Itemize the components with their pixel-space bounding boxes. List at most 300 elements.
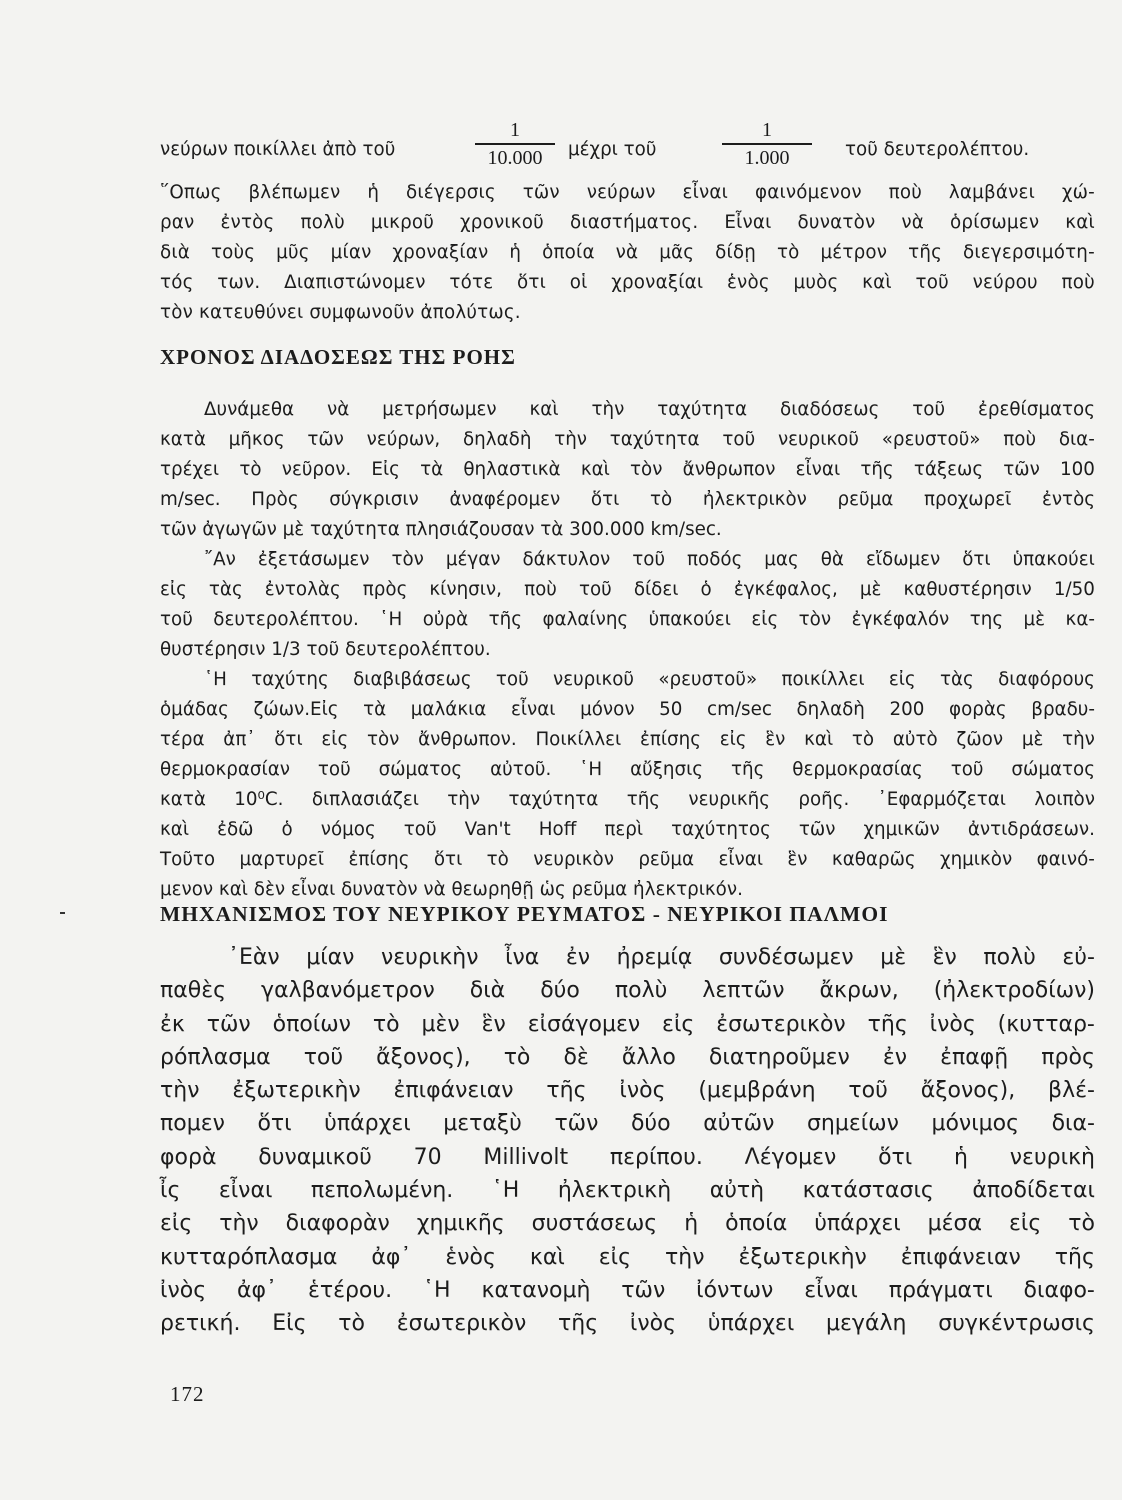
word: τὸ — [239, 459, 262, 480]
word: τὰς — [208, 579, 243, 600]
word: τῶν — [554, 1111, 599, 1137]
word: ὁποίων — [272, 1011, 351, 1037]
word: ὁ — [700, 579, 712, 600]
word: τοῦ — [495, 669, 529, 690]
word: ῾Η — [423, 1277, 451, 1303]
word: τοῦ — [303, 1044, 344, 1070]
fraction-text-middle: μέχρι τοῦ — [568, 139, 657, 160]
word: «ρευστοῦ» — [881, 429, 981, 450]
word: περίπου. — [609, 1144, 703, 1170]
word: ποὺ — [524, 579, 557, 600]
word: εἰς — [598, 1244, 632, 1270]
fraction-1-numerator: 1 — [510, 119, 520, 141]
word: πολὺ — [983, 945, 1036, 970]
text-line — [160, 208, 1095, 238]
text-line — [160, 1307, 1095, 1340]
text-line — [160, 1074, 1095, 1107]
word: ὑπάρχει — [707, 1311, 795, 1337]
word: τάξεως — [913, 459, 984, 480]
word: ῾Η — [379, 609, 403, 630]
fraction-line — [160, 117, 1095, 177]
word: φαλαίνης — [542, 609, 629, 630]
fraction-text-before: νεύρων ποικίλλει ἀπὸ τοῦ — [160, 139, 396, 160]
text-line — [160, 1041, 1095, 1074]
word: διαφόρους — [998, 669, 1095, 690]
word: διαδόσεως — [780, 399, 880, 420]
word: τὸ — [1068, 1211, 1095, 1237]
word: δυνατὸν — [797, 212, 876, 233]
word: εἴδωμεν — [865, 549, 941, 570]
word: 70 — [413, 1144, 442, 1170]
word: (κυτταρ- — [997, 1011, 1095, 1037]
word: εἶναι — [682, 182, 729, 203]
word: μόνον — [580, 699, 635, 720]
word: ἀπ᾿ — [223, 729, 256, 750]
word: εἶναι — [510, 699, 556, 720]
word: χημικῆς — [416, 1211, 505, 1237]
word: θερμοκρασίαν — [160, 759, 290, 780]
word: νευρικοῦ — [777, 429, 859, 450]
word: ἑνὸς — [726, 272, 770, 293]
word: καὶ — [1065, 212, 1095, 233]
text-line: θυστέρησιν 1/3 τοῦ δευτερολέπτου. — [160, 639, 491, 660]
word: μυὸς — [793, 272, 839, 293]
word: ἠρεμίᾳ — [616, 945, 693, 970]
word: ἐγκέφαλόν — [851, 609, 950, 630]
text-line — [160, 178, 1095, 208]
word: ὑπακούει — [1012, 549, 1095, 570]
word: ὁρίσωμεν — [950, 212, 1040, 233]
word: οἱ — [569, 272, 588, 293]
word: διὰ — [160, 242, 191, 263]
word: εἰς — [662, 1011, 695, 1037]
word: ὅτι — [878, 1144, 913, 1170]
word: Εἰς — [371, 459, 400, 480]
word: τὴν — [219, 1211, 259, 1237]
word: 200 — [889, 699, 925, 720]
word: ποὺ — [888, 182, 922, 203]
word: μῆκος — [228, 429, 285, 450]
word: ἰνὸς — [160, 1277, 207, 1303]
word: ποὺ — [1061, 272, 1095, 293]
text-line — [160, 425, 1095, 455]
word: νευρικὴν — [381, 945, 479, 970]
word: (μεμβράνη — [698, 1078, 816, 1104]
word: ἐπίσης — [639, 729, 701, 750]
word: καθαρῶς — [831, 849, 916, 870]
word: δια- — [1051, 1111, 1095, 1137]
word: ταχύτητα — [609, 429, 700, 450]
word: τοῦ — [578, 579, 612, 600]
word: μὲ — [1021, 729, 1044, 750]
word: ἀναφέρομεν — [449, 489, 561, 510]
word: εἰς — [321, 729, 349, 750]
text-line — [160, 665, 1095, 695]
word: χημικῶν — [863, 819, 940, 840]
word: νεύρων — [586, 182, 656, 203]
word: ἐντὸς — [220, 212, 275, 233]
word: δίδῃ — [715, 242, 757, 263]
word: τὰς — [939, 669, 974, 690]
word: ἰόντων — [696, 1277, 774, 1303]
word: θηλαστικὰ — [463, 459, 561, 480]
text-line — [160, 1207, 1095, 1240]
word: ἶνα — [505, 945, 540, 970]
word: θὰ — [820, 549, 844, 570]
word: εἰς — [160, 579, 187, 600]
word: ἑνὸς — [445, 1244, 496, 1270]
word: ἠλεκτρικὴ — [557, 1178, 672, 1204]
word: ἐσωτερικὸν — [396, 1311, 527, 1337]
text-line — [160, 545, 1095, 575]
word: μικροῦ — [370, 212, 435, 233]
word: κίνησιν, — [429, 579, 502, 600]
word: τοῦ — [722, 429, 756, 450]
word: ποδός — [687, 549, 743, 570]
word: διαφορὰν — [285, 1211, 390, 1237]
word: ἓν — [765, 729, 786, 750]
word: δύο — [630, 1111, 671, 1137]
word: τοὺς — [210, 242, 256, 263]
word: προχωρεῖ — [923, 489, 1012, 510]
fraction-2-numerator: 1 — [762, 119, 772, 141]
text-line — [160, 755, 1095, 785]
word: ἡ — [509, 242, 522, 263]
word: τῆς — [546, 1078, 587, 1104]
word: Hoff — [538, 819, 577, 840]
word: νὰ — [901, 212, 925, 233]
word: ἐπιφάνειαν — [900, 1244, 1021, 1270]
word: τὴν — [1062, 729, 1095, 750]
word: χροναξίαν — [392, 242, 489, 263]
word: ὑπακούει — [648, 609, 731, 630]
word: τρέχει — [160, 459, 220, 480]
word: ὅτι — [962, 549, 991, 570]
word: τῆς — [488, 609, 522, 630]
word: νευρικὸν — [533, 849, 614, 870]
intro-paragraph — [160, 178, 1095, 328]
word: ἐξωτερικὴν — [738, 1244, 867, 1270]
word: δια- — [1058, 429, 1095, 450]
word: καὶ — [529, 1244, 565, 1270]
word: μεγάλη — [826, 1311, 907, 1337]
word: ἐντὸς — [1041, 489, 1095, 510]
word: 100 — [1059, 459, 1095, 480]
word: ῎Αν — [204, 549, 236, 570]
word: ἰνὸς — [619, 1078, 666, 1104]
word: εἰς — [888, 669, 916, 690]
word: τοῦ — [160, 609, 193, 630]
word: ρεῦμα — [638, 849, 695, 870]
text-line — [160, 1241, 1095, 1274]
word: ἐπαφῇ — [940, 1044, 1009, 1070]
word: ρόπλασμα — [160, 1044, 271, 1070]
word: ὁμάδας — [160, 699, 229, 720]
word: τοῦ — [912, 399, 946, 420]
word: ἄκρων, — [819, 978, 899, 1004]
word: ὁποία — [542, 242, 595, 263]
word: δυναμικοῦ — [258, 1144, 372, 1170]
word: δὲ — [563, 1044, 589, 1070]
word: ρεῦμα — [837, 489, 894, 510]
word: κατὰ — [160, 429, 206, 450]
word: κατανομὴ — [481, 1277, 591, 1303]
word: τῶν — [206, 1011, 251, 1037]
word: μίαν — [306, 945, 355, 970]
word: ἐξετάσωμεν — [257, 549, 370, 570]
word: ἐν — [882, 1044, 908, 1070]
word: καὶ — [804, 729, 834, 750]
word: λοιπὸν — [1034, 789, 1095, 810]
word: σώματος — [378, 759, 463, 780]
word: τὸ — [851, 729, 875, 750]
word: Δυνάμεθα — [204, 399, 295, 420]
word: ζῶον — [956, 729, 1004, 750]
word: εἰσάγομεν — [527, 1011, 641, 1037]
word: ἡ — [954, 1144, 968, 1170]
word: ἓν — [787, 849, 808, 870]
word: διέγερσις — [405, 182, 496, 203]
word: διεγερσιμότη- — [962, 242, 1095, 263]
word: ῾Η — [579, 759, 603, 780]
word: ὅτι — [257, 1111, 292, 1137]
word: φαινόμενον — [754, 182, 862, 203]
word: χώ- — [1061, 182, 1095, 203]
word: εἰς — [751, 609, 779, 630]
word: τὰ — [363, 699, 387, 720]
text-line — [160, 605, 1095, 635]
word: μὲν — [421, 1011, 460, 1037]
word: ἶς — [160, 1178, 181, 1204]
word: καὶ — [862, 272, 892, 293]
word: διαβιβάσεως — [353, 669, 472, 690]
word: ἀφ᾿ — [237, 1277, 278, 1303]
word: κατάστασις — [802, 1178, 934, 1204]
word: μαλάκια — [410, 699, 487, 720]
word: μίαν — [330, 242, 372, 263]
word: συστάσεως — [531, 1211, 658, 1237]
word: τέρα — [160, 729, 205, 750]
text-line — [160, 1141, 1095, 1174]
word: ἄνθρωπον. — [418, 729, 517, 750]
text-line — [160, 268, 1095, 298]
word: Ποικίλλει — [535, 729, 622, 750]
word: μεταξὺ — [443, 1111, 522, 1137]
word: τῆς — [558, 1311, 599, 1337]
word: Πρὸς — [251, 489, 299, 510]
word: ὑπάρχει — [814, 1211, 901, 1237]
word: ἐν — [565, 945, 591, 970]
section-2-body — [160, 941, 1095, 1341]
word: χημικὸν — [940, 849, 1013, 870]
word: Εἶναι — [724, 212, 772, 233]
word: πολὺ — [614, 978, 668, 1004]
word: ρετική. — [160, 1311, 241, 1337]
word: τὴν — [554, 429, 587, 450]
word: γαλβανόμετρον — [261, 978, 435, 1004]
word: πολὺ — [300, 212, 345, 233]
word: μὲ — [880, 945, 907, 970]
text-line — [160, 395, 1095, 425]
word: ἑτέρου. — [307, 1277, 393, 1303]
margin-mark — [60, 912, 65, 914]
word: κα- — [1065, 609, 1095, 630]
word: νεύρου — [972, 272, 1038, 293]
word: τὸν — [630, 459, 663, 480]
word: ὑπάρχει — [324, 1111, 411, 1137]
word: μόνιμος — [931, 1111, 1020, 1137]
word: εὐ- — [1062, 945, 1095, 970]
word: ροῆς. — [798, 789, 850, 810]
word: τός — [160, 272, 194, 293]
text-line — [160, 1107, 1095, 1140]
word: ἠλεκτρικὸν — [702, 489, 807, 510]
word: δύο — [540, 978, 580, 1004]
word: καθυστέρησιν — [903, 579, 1032, 600]
word: βραδυ- — [1031, 699, 1095, 720]
word: σύγκρισιν — [329, 489, 419, 510]
word: ὅτι — [274, 729, 303, 750]
word: τὴν — [665, 1244, 705, 1270]
word: ἐντολὰς — [264, 579, 341, 600]
word: τὸ — [372, 1011, 400, 1037]
word: πράγματι — [888, 1277, 993, 1303]
text-line — [160, 815, 1095, 845]
word: μέσα — [927, 1211, 983, 1237]
word: ἐσωτερικὸν — [716, 1011, 846, 1037]
fraction-2-denominator: 1.000 — [744, 147, 790, 169]
text-line — [160, 845, 1095, 875]
word: τοῦ — [403, 819, 437, 840]
word: m/sec. — [160, 489, 221, 510]
word: τῶν — [621, 1277, 666, 1303]
word: τὸ — [649, 489, 673, 510]
word: σημείων — [806, 1111, 899, 1137]
word: ῞Οπως — [160, 182, 222, 203]
fraction-text-after: τοῦ δευτερολέπτου. — [845, 139, 1030, 160]
word: τὴν — [160, 1078, 200, 1104]
word: συνδέσωμεν — [718, 945, 854, 970]
word: τὴν — [447, 789, 481, 810]
word: βλέπωμεν — [248, 182, 341, 203]
word: μῦς — [276, 242, 310, 263]
word: τὰ — [420, 459, 444, 480]
word: τὸν — [391, 549, 424, 570]
word: διὰ — [469, 978, 506, 1004]
fraction-1-denominator: 10.000 — [487, 147, 543, 169]
section-heading-2: ΜΗΧΑΝΙΣΜΟΣ ΤΟΥ ΝΕΥΡΙΚΟΥ ΡΕΥΜΑΤΟΣ - ΝΕΥΡΙΚΟΙ ΠΑΛΜΟΙ — [160, 902, 889, 926]
fraction-2 — [722, 117, 812, 171]
word: φαινό- — [1036, 849, 1095, 870]
word: ῾Η — [491, 1178, 520, 1204]
word: ἀντιδράσεων. — [967, 819, 1095, 840]
text-line — [160, 485, 1095, 515]
text-line — [160, 1008, 1095, 1041]
word: ταχύτητα — [657, 399, 748, 420]
word: εἰς — [719, 729, 747, 750]
word: τοῦ — [317, 759, 351, 780]
word: τῆς — [867, 1011, 908, 1037]
word: κυτταρόπλασμα — [160, 1244, 338, 1270]
word: τὸ — [338, 1311, 365, 1337]
word: τὸν — [798, 609, 832, 630]
word: μαρτυρεῖ — [239, 849, 325, 870]
word: μὲ — [859, 579, 882, 600]
text-line: τὸν κατευθύνει συμφωνοῦν ἀπολύτως. — [160, 302, 521, 323]
word: λαμβάνει — [948, 182, 1035, 203]
word: τῶν — [1003, 459, 1040, 480]
text-line: μενον καὶ δὲν εἶναι δυνατὸν νὰ θεωρηθῇ ὡς ρεῦμα ἠλεκτρικόν. — [160, 879, 743, 900]
text-line — [160, 725, 1095, 755]
word: 1/50 — [1053, 579, 1095, 600]
word: εἰς — [160, 1211, 193, 1237]
word: μὲ — [1023, 609, 1046, 630]
word: Τοῦτο — [160, 849, 216, 870]
text-line — [160, 695, 1095, 725]
word: διπλασιάζει — [311, 789, 419, 810]
word: Εἰς — [272, 1311, 307, 1337]
word: 50 — [659, 699, 683, 720]
word: συγκέντρωσις — [938, 1311, 1095, 1337]
word: ἡ — [684, 1211, 699, 1237]
word: παθὲς — [160, 978, 227, 1004]
word: μᾶς — [659, 242, 695, 263]
word: μας — [764, 549, 799, 570]
word: τὸ — [503, 1044, 531, 1070]
word: πρὸς — [362, 579, 408, 600]
word: χρονικοῦ — [460, 212, 544, 233]
word: τῆς — [626, 789, 661, 810]
word: ἄνθρωπον — [682, 459, 776, 480]
word: τῆς — [1054, 1244, 1095, 1270]
word: δηλαδὴ — [463, 429, 532, 450]
word: καὶ — [529, 399, 559, 420]
word: πομεν — [160, 1111, 225, 1137]
word: ἡ — [367, 182, 380, 203]
word: περὶ — [604, 819, 644, 840]
text-line — [160, 575, 1095, 605]
word: ἓν — [481, 1011, 506, 1037]
word: φορὰ — [160, 1144, 217, 1170]
word: ταχύτητος — [671, 819, 771, 840]
word: ἐγκέφαλος, — [733, 579, 838, 600]
section-heading-1: ΧΡΟΝΟΣ ΔΙΑΔΟΣΕΩΣ ΤΗΣ ΡΟΗΣ — [160, 345, 516, 369]
word: εἰς — [1008, 1211, 1042, 1237]
word: ἀποδίδεται — [972, 1178, 1095, 1204]
word: τοῦ — [950, 759, 984, 780]
word: βλέ- — [1048, 1078, 1095, 1104]
word: ᾿Εὰν — [228, 945, 280, 970]
word: των. — [217, 272, 261, 293]
word: δάκτυλον — [522, 549, 611, 570]
word: τῆς — [730, 759, 765, 780]
text-line — [160, 1274, 1095, 1307]
word: μέτρον — [820, 242, 888, 263]
word: πεπολωμένη. — [310, 1178, 454, 1204]
word: (ἠλεκτροδίων) — [933, 978, 1095, 1004]
word: ποὺ — [1003, 429, 1037, 450]
text-line — [160, 455, 1095, 485]
word: τῆς — [860, 459, 894, 480]
word: αὐτῶν — [703, 1111, 775, 1137]
word: ὅτι — [433, 849, 463, 870]
word: αὔξησις — [630, 759, 704, 780]
word: «ρευστοῦ» — [658, 669, 758, 690]
word: αὐτοῦ. — [490, 759, 552, 780]
word: ταχύτης — [251, 669, 329, 690]
word: μέγαν — [445, 549, 501, 570]
word: 10⁰C. — [234, 789, 284, 810]
